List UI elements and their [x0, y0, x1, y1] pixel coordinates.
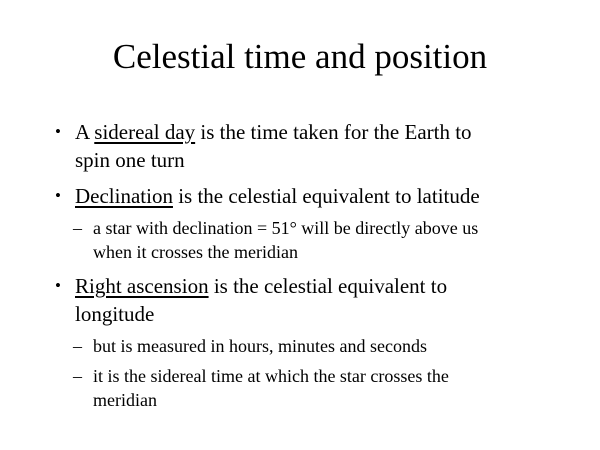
bullet-item-right-ascension	[55, 272, 495, 328]
sub-bullet-item-declination-example	[73, 216, 497, 264]
sub-bullet-item-hours-minutes-seconds	[73, 334, 497, 358]
slide-body	[0, 118, 600, 412]
sub-bullet-text: a star with declination = 51° will be directly above us when it crosses the meridian	[93, 218, 479, 262]
bullet-text: Right ascension is the celestial equivalent to longitude	[75, 274, 448, 326]
bullet-text: Declination is the celestial equivalent to latitude	[75, 184, 480, 208]
dash-icon: –	[73, 366, 82, 386]
bullet-dot-icon: •	[55, 186, 61, 205]
dash-icon: –	[73, 218, 82, 238]
underlined-term: sidereal day	[94, 120, 196, 144]
dash-icon: –	[73, 336, 82, 356]
bullet-text: A sidereal day is the time taken for the Earth to spin one turn	[75, 120, 472, 172]
bullet-item-declination	[55, 182, 495, 210]
bullet-dot-icon: •	[55, 276, 61, 295]
sub-bullet-text: it is the sidereal time at which the star crosses the meridian	[93, 366, 449, 410]
underlined-term: Declination	[75, 184, 173, 208]
bullet-item-sidereal-day	[55, 118, 495, 174]
sub-bullet-item-sidereal-time	[73, 364, 497, 412]
underlined-term: Right ascension	[75, 274, 209, 298]
slide-title: Celestial time and position	[112, 37, 488, 76]
bullet-dot-icon: •	[55, 122, 61, 141]
sub-bullet-text: but is measured in hours, minutes and seconds	[93, 336, 427, 356]
